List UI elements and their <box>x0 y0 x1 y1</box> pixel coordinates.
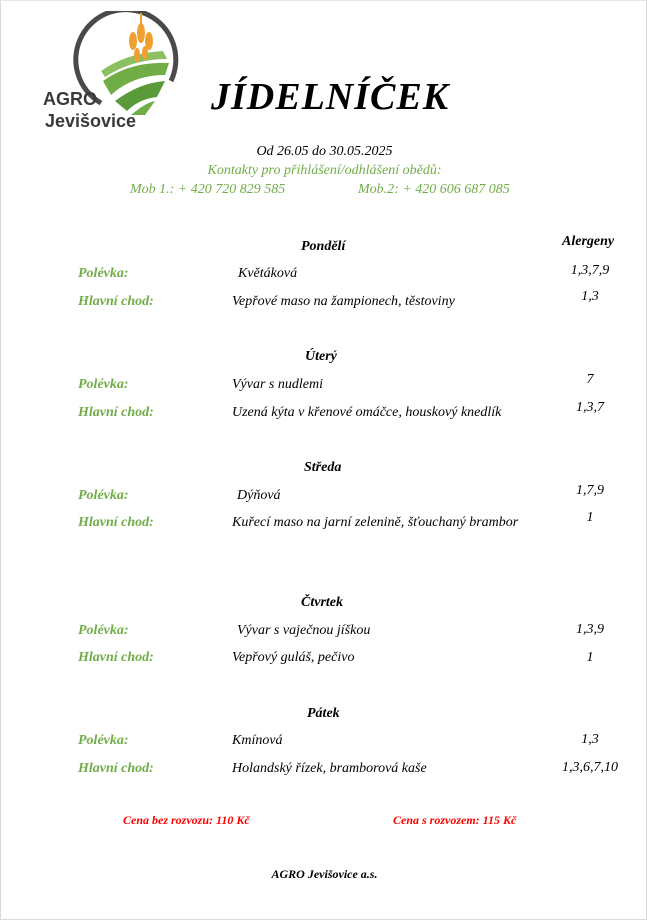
page-title: JÍDELNÍČEK <box>211 76 450 118</box>
soup-label: Polévka: <box>78 266 129 281</box>
allergens-main-friday: 1,3,6,7,10 <box>562 760 618 775</box>
logo-text-agro: AGRO <box>43 89 97 109</box>
contact-mobile-1: Mob 1.: + 420 720 829 585 <box>130 182 286 197</box>
agro-logo <box>41 11 181 136</box>
soup-wednesday: Dýňová <box>237 488 281 503</box>
soup-friday: Kmínová <box>232 733 283 748</box>
day-friday: Pátek <box>307 706 340 721</box>
soup-label: Polévka: <box>78 488 129 503</box>
allergens-soup-wednesday: 1,7,9 <box>576 483 604 498</box>
main-label: Hlavní chod: <box>78 405 154 420</box>
day-wednesday: Středa <box>304 460 342 475</box>
contact-mobile-2: Mob.2: + 420 606 687 085 <box>358 182 510 197</box>
soup-monday: Květáková <box>238 266 298 281</box>
main-wednesday: Kuřecí maso na jarní zelenině, šťouchaný brambor <box>232 515 519 530</box>
footer-company: AGRO Jevišovice a.s. <box>271 867 378 881</box>
main-friday: Holandský řízek, bramborová kaše <box>232 761 427 776</box>
soup-thursday: Vývar s vaječnou jíškou <box>237 623 371 638</box>
price-without-delivery: Cena bez rozvozu: 110 Kč <box>123 813 250 827</box>
allergens-soup-thursday: 1,3,9 <box>576 622 604 637</box>
logo-text-jevisovice: Jevišovice <box>45 111 137 131</box>
contacts-label: Kontakty pro přihlášení/odhlášení obědů: <box>207 163 442 178</box>
soup-tuesday: Vývar s nudlemi <box>232 377 323 392</box>
allergens-soup-tuesday: 7 <box>586 372 594 387</box>
main-label: Hlavní chod: <box>78 294 154 309</box>
main-label: Hlavní chod: <box>78 761 154 776</box>
day-tuesday: Úterý <box>305 349 337 364</box>
soup-label: Polévka: <box>78 733 129 748</box>
allergens-main-tuesday: 1,3,7 <box>576 400 604 415</box>
soup-label: Polévka: <box>78 623 129 638</box>
date-range: Od 26.05 do 30.05.2025 <box>256 144 393 159</box>
allergens-main-wednesday: 1 <box>586 510 594 525</box>
main-label: Hlavní chod: <box>78 650 154 665</box>
main-label: Hlavní chod: <box>78 515 154 530</box>
main-monday: Vepřové maso na žampionech, těstoviny <box>232 294 455 309</box>
allergens-main-monday: 1,3 <box>581 289 599 304</box>
main-thursday: Vepřový guláš, pečivo <box>232 650 355 665</box>
day-monday: Pondělí <box>301 239 346 254</box>
allergens-main-thursday: 1 <box>586 650 594 665</box>
soup-label: Polévka: <box>78 377 129 392</box>
price-with-delivery: Cena s rozvozem: 115 Kč <box>393 813 517 827</box>
main-tuesday: Uzená kýta v křenové omáčce, houskový knedlík <box>232 405 502 420</box>
allergens-soup-friday: 1,3 <box>581 732 599 747</box>
day-thursday: Čtvrtek <box>301 595 343 610</box>
allergens-soup-monday: 1,3,7,9 <box>570 263 610 278</box>
allergens-header: Alergeny <box>562 234 615 249</box>
